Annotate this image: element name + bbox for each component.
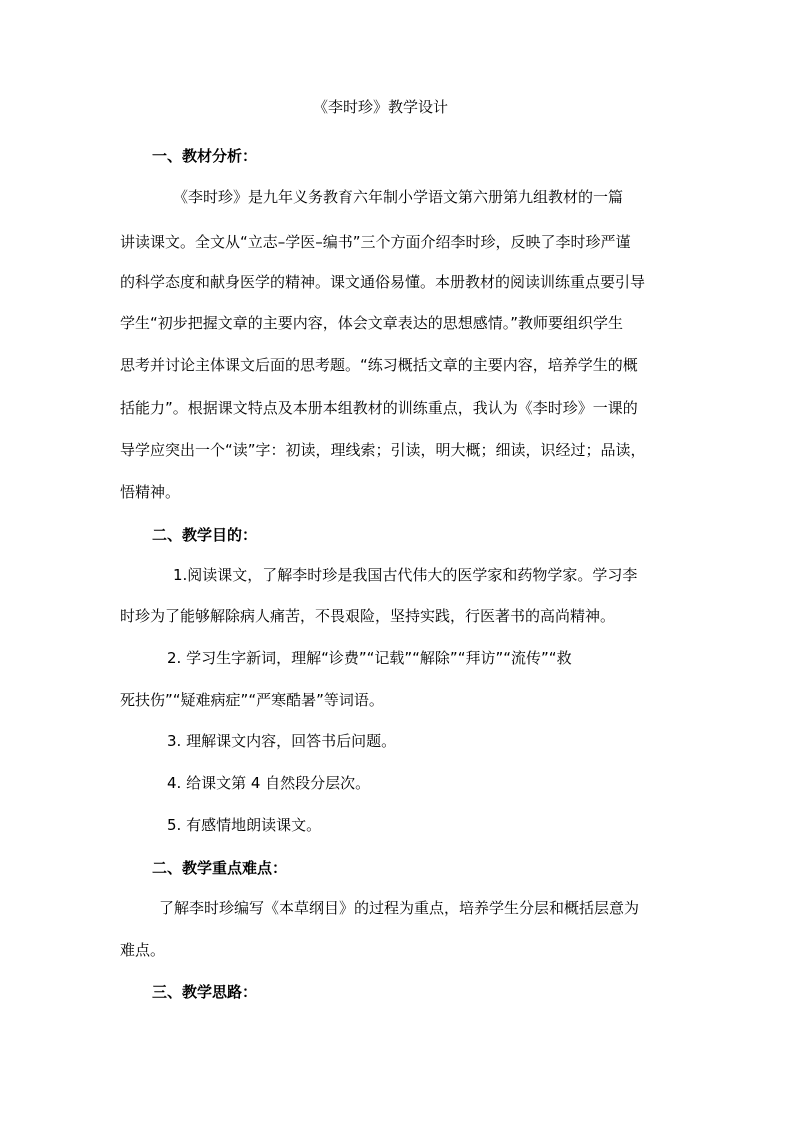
section-heading-teaching-approach: 三、教学思路： [152,983,258,1001]
list-item-line: 1.阅读课文，了解李时珍是我国古代伟大的医学家和药物学家。学习李 [173,566,638,584]
paragraph-line: 思考并讨论主体课文后面的思考题。“练习概括文章的主要内容，培养学生的概 [120,356,638,374]
paragraph-line: 难点。 [120,941,166,959]
document-title: 《李时珍》教学设计 [313,98,449,116]
list-item: 3. 理解课文内容，回答书后问题。 [167,732,397,750]
list-item: 4. 给课文第 4 自然段分层次。 [167,774,371,792]
paragraph-line: 括能力”。根据课文特点及本册本组教材的训练重点，我认为《李时珍》一课的 [120,399,638,417]
section-heading-textbook-analysis: 一、教材分析： [152,147,258,165]
paragraph-line: 导学应突出一个“读”字：初读，理线索；引读，明大概；细读，识经过；品读， [120,441,646,459]
section-heading-teaching-goals: 二、教学目的： [152,526,258,544]
list-item-line: 死扶伤”“疑难病症”“严寒酷暑”等词语。 [120,691,384,709]
paragraph-line: 《李时珍》是九年义务教育六年制小学语文第六册第九组教材的一篇 [173,188,624,206]
paragraph-line: 学生“初步把握文章的主要内容，体会文章表达的思想感情。”教师要组织学生 [120,314,624,332]
list-item-line: 时珍为了能够解除病人痛苦，不畏艰险，坚持实践，行医著书的高尚精神。 [120,607,616,625]
paragraph-line: 悟精神。 [120,483,181,501]
paragraph-line: 了解李时珍编写《本草纲目》的过程为重点，培养学生分层和概括层意为 [159,899,640,917]
section-heading-key-points: 二、教学重点难点： [152,859,288,877]
list-item: 5. 有感情地朗读课文。 [167,816,322,834]
paragraph-line: 的科学态度和献身医学的精神。课文通俗易懂。本册教材的阅读训练重点要引导 [120,273,646,291]
list-item-line: 2. 学习生字新词，理解“诊费”“记载”“解除”“拜访”“流传”“救 [167,649,572,667]
paragraph-line: 讲读课文。全文从“立志–学医–编书”三个方面介绍李时珍，反映了李时珍严谨 [120,233,631,251]
